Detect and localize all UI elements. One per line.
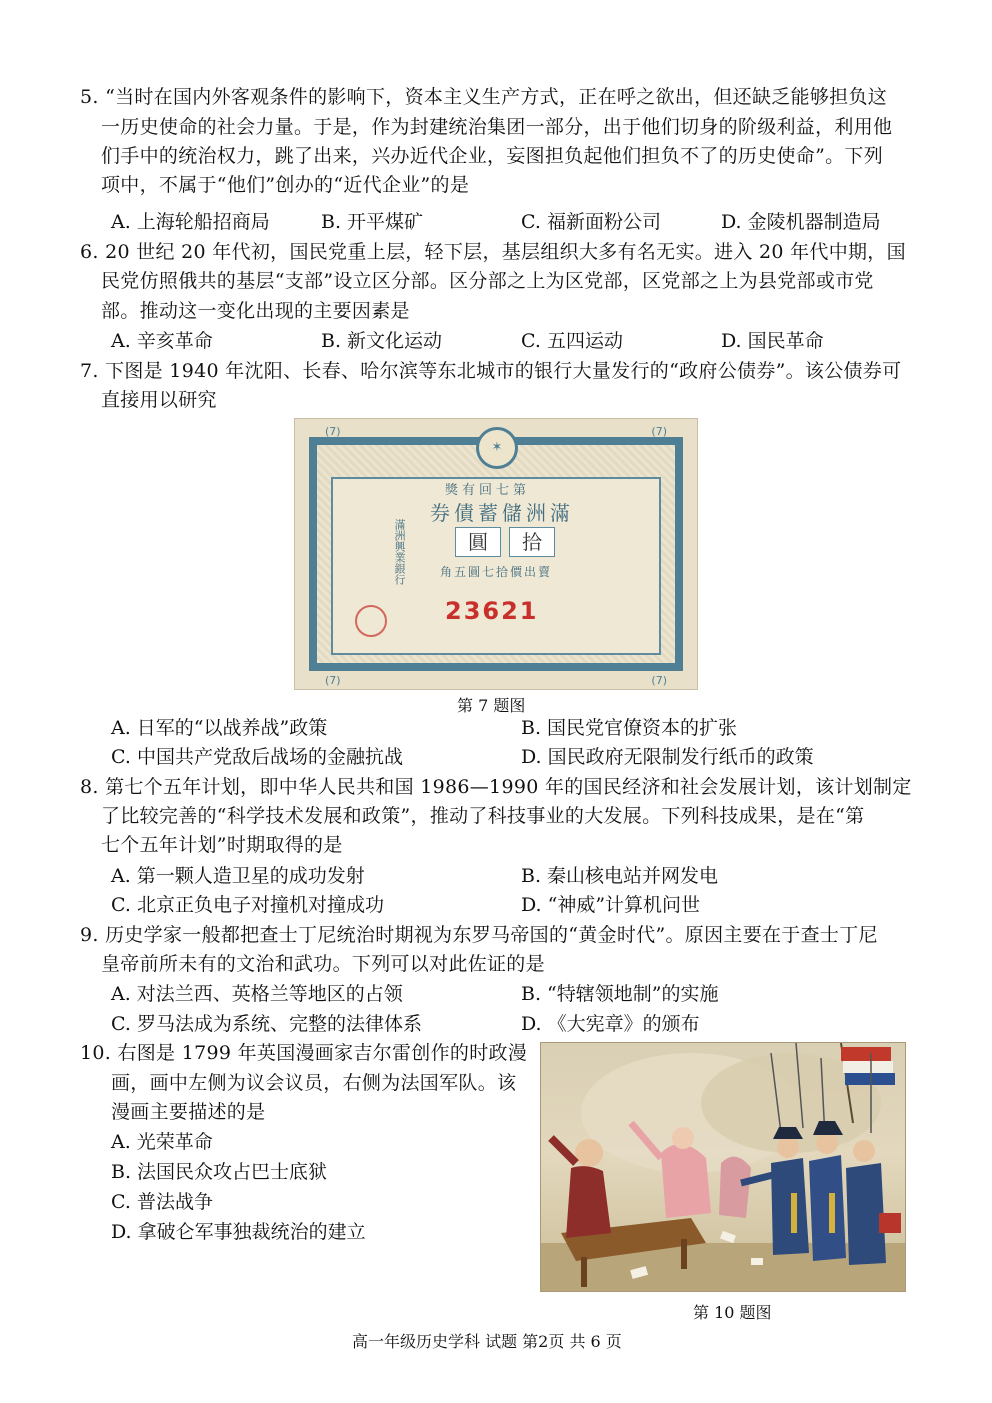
question-8-line-2: 了比较完善的“科学技术发展和政策”，推动了科技事业的大发展。下列科技成果，是在“第: [101, 805, 865, 827]
question-10-line-2: 画，画中左侧为议会议员，右侧为法国军队。该: [111, 1072, 517, 1094]
bond-seal: [355, 605, 387, 637]
bond-bank-name: 滿洲興業銀行: [393, 519, 406, 585]
bond-emblem: ✶: [476, 427, 518, 469]
question-8-line-3: 七个五年计划”时期取得的是: [101, 834, 343, 856]
bond-corner-label: (7): [651, 425, 667, 438]
bond-price-line: 角五圓七拾價出賣: [440, 565, 553, 579]
page-footer: 高一年级历史学科 试题 第2页 共 6 页: [352, 1332, 622, 1351]
bond-corner-label: (7): [651, 674, 667, 687]
question-9-option-a: A. 对法兰西、英格兰等地区的占领: [111, 983, 403, 1005]
question-10-line-3: 漫画主要描述的是: [111, 1101, 266, 1123]
question-8-option-b: B. 秦山核电站并网发电: [521, 865, 719, 887]
question-8-option-c: C. 北京正负电子对撞机对撞成功: [111, 894, 384, 916]
figure-7-caption: 第 7 题图: [457, 696, 526, 715]
bond-value-left: 圓: [455, 527, 501, 557]
question-8-option-d: D. “神威”计算机问世: [521, 894, 701, 916]
question-6-line-3: 部。推动这一变化出现的主要因素是: [101, 300, 410, 322]
question-8-line-1: 8. 第七个五年计划，即中华人民共和国 1986—1990 年的国民经济和社会发展计划，该计划制定: [80, 776, 912, 798]
question-7-option-a: A. 日军的“以战养战”政策: [111, 717, 328, 739]
bond-title: 券債蓄儲洲滿: [430, 501, 574, 525]
cartoon-illustration: [541, 1043, 906, 1292]
question-10-option-a: A. 光荣革命: [111, 1131, 213, 1153]
question-5-option-b: B. 开平煤矿: [321, 211, 424, 233]
question-10-line-1: 10. 右图是 1799 年英国漫画家吉尔雷创作的时政漫: [80, 1042, 528, 1064]
question-5-line-4: 项中，不属于“他们”创办的“近代企业”的是: [101, 174, 470, 196]
question-5-option-a: A. 上海轮船招商局: [111, 211, 270, 233]
question-7-line-2: 直接用以研究: [101, 389, 217, 411]
question-7-option-c: C. 中国共产党敌后战场的金融抗战: [111, 746, 403, 768]
bond-image: [294, 418, 698, 690]
bond-corner-label: (7): [325, 425, 341, 438]
question-7-option-b: B. 国民党官僚资本的扩张: [521, 717, 738, 739]
question-6-option-d: D. 国民革命: [721, 330, 824, 352]
question-5-line-3: 们手中的统治权力，跳了出来，兴办近代企业，妄图担负起他们担负不了的历史使命”。下列: [101, 145, 884, 167]
question-5-option-d: D. 金陵机器制造局: [721, 211, 881, 233]
bond-top-line: 獎有回七第: [445, 483, 531, 498]
bond-value-right: 拾: [509, 527, 555, 557]
question-6-line-2: 民党仿照俄共的基层“支部”设立区分部。区分部之上为区党部，区党部之上为县党部或市党: [101, 270, 874, 292]
question-5-option-c: C. 福新面粉公司: [521, 211, 661, 233]
question-5-line-2: 一历史使命的社会力量。于是，作为封建统治集团一部分，出于他们切身的阶级利益，利用他: [101, 116, 893, 138]
bond-corner-label: (7): [325, 674, 341, 687]
question-6-option-c: C. 五四运动: [521, 330, 623, 352]
question-7-line-1: 7. 下图是 1940 年沈阳、长春、哈尔滨等东北城市的银行大量发行的“政府公债券”。该公债券可: [80, 360, 902, 382]
question-7-option-d: D. 国民政府无限制发行纸币的政策: [521, 746, 814, 768]
question-8-option-a: A. 第一颗人造卫星的成功发射: [111, 865, 365, 887]
question-9-line-2: 皇帝前所未有的文治和武功。下列可以对此佐证的是: [101, 953, 545, 975]
cartoon-image: [540, 1042, 906, 1292]
question-9-option-b: B. “特辖领地制”的实施: [521, 983, 719, 1005]
question-6-line-1: 6. 20 世纪 20 年代初，国民党重上层，轻下层，基层组织大多有名无实。进入 20 年代中期，国: [80, 241, 906, 263]
question-6-option-b: B. 新文化运动: [321, 330, 443, 352]
question-5-line-1: 5. “当时在国内外客观条件的影响下，资本主义生产方式，正在呼之欲出，但还缺乏能够担负这: [80, 86, 888, 108]
question-10-option-b: B. 法国民众攻占巴士底狱: [111, 1161, 328, 1183]
question-10-option-d: D. 拿破仑军事独裁统治的建立: [111, 1221, 366, 1243]
figure-10-caption: 第 10 题图: [693, 1303, 772, 1322]
question-10-option-c: C. 普法战争: [111, 1191, 213, 1213]
question-9-line-1: 9. 历史学家一般都把查士丁尼统治时期视为东罗马帝国的“黄金时代”。原因主要在于查士丁尼: [80, 924, 878, 946]
question-9-option-c: C. 罗马法成为系统、完整的法律体系: [111, 1013, 422, 1035]
bond-serial-number: 23621: [445, 597, 539, 625]
question-6-option-a: A. 辛亥革命: [111, 330, 213, 352]
question-9-option-d: D. 《大宪章》的颁布: [521, 1013, 700, 1035]
